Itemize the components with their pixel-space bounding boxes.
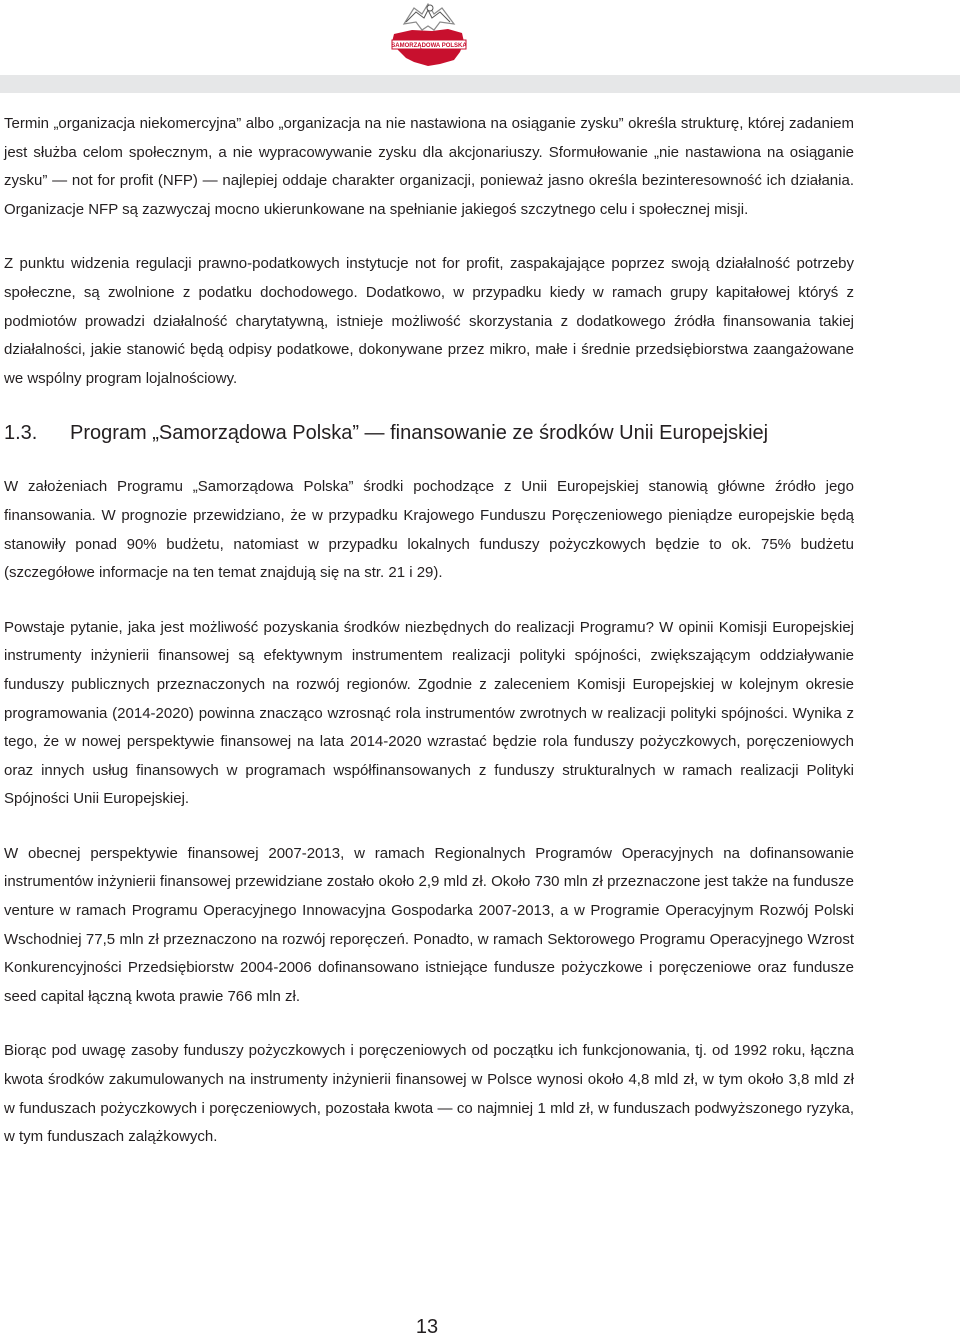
paragraph-financial-instruments: Powstaje pytanie, jaka jest możliwość pozyskania środków niezbędnych do realizacji Programu? W opinii Komisji Europejskiej instrumenty inżynierii finansowej są efektywnym instrumentem realizacji polityki spójności, zwiększającym oddziaływanie funduszy publicznych przeznaczonych na rozwój regionów. Zgodnie z zaleceniem Komisji Europejskiej w kolejnym okresie programowania (2014-2020) powinna znacząco wzrosnąć rola instrumentów zwrotnych w realizacji polityki spójności. Wynika z tego, że w nowej perspektywie finansowej na lata 2014-2020 wzrastać będzie rola funduszy pożyczkowych, poręczeniowych oraz innych usług finansowych w programach współfinansowanych z funduszy strukturalnych w ramach realizacji Polityki Spójności Unii Europejskiej. <box>4 618 854 808</box>
header-divider <box>0 75 960 93</box>
paragraph-fund-resources: Biorąc pod uwagę zasoby funduszy pożyczkowych i poręczeniowych od początku ich funkcjonowania, tj. od 1992 roku, łączna kwota środków zakumulowanych na instrumenty inżynierii finansowej w Polsce wynosi około 4,8 mld zł, w tym około 3,8 mld zł w funduszach pożyczkowych i poręczeniowych, pozostała kwota — co najmniej 1 mld zł, w funduszach podwyższonego ryzyka, w tym funduszach zalążkowych. <box>4 1042 854 1146</box>
section-heading <box>4 419 854 447</box>
section-number: 1.3. <box>4 422 38 445</box>
paragraph-tax-regulation: Z punktu widzenia regulacji prawno-podatkowych instytucje not for profit, zaspakajające poprzez swoją działalność potrzeby społeczne, są zwolnione z podatku dochodowego. Dodatkowo, w przypadku kiedy w ramach grupy kapitałowej któryś z podmiotów prowadzi działalność charytatywną, istnieje możliwość skorzystania z dodatkowego źródła finansowania takiej działalności, jakie stanowić będą odpisy podatkowe, dokonywane przez mikro, małe i średnie przedsiębiorstwa zaangażowane we wspólny program lojalnościowy. <box>4 255 854 387</box>
logo-text: SAMORZĄDOWA POLSKA <box>391 43 467 49</box>
paragraph-nfp-definition: Termin „organizacja niekomercyjna” albo „organizacja na nie nastawiona na osiąganie zysku” określa strukturę, której zadaniem jest służba celom społecznym, a nie wypracowywanie zysku dla akcjonariuszy. Sformułowanie „nie nastawiona na osiąganie zysku” — not for profit (NFP) — najlepiej oddaje charakter organizacji, ponieważ jasno określa bezinteresowność ich działania. Organizacje NFP są zazwyczaj mocno ukierunkowane na spełnianie jakiegoś szczytnego celu i społecznej misji. <box>4 115 854 218</box>
paragraph-program-funding: W założeniach Programu „Samorządowa Polska” środki pochodzące z Unii Europejskiej stanowią główne źródło jego finansowania. W prognozie przewidziano, że w przypadku Krajowego Funduszu Poręczeniowego pieniądze europejskie będą stanowiły ponad 90% budżetu, natomiast w przypadku lokalnych funduszy pożyczkowych będzie to ok. 75% budżetu (szczegółowe informacje na ten temat znajdują się na str. 21 i 29). <box>4 478 854 582</box>
paragraph-current-perspective: W obecnej perspektywie finansowej 2007-2013, w ramach Regionalnych Programów Operacyjnych na dofinansowanie instrumentów inżynierii finansowej przewidziane zostało około 2,9 mld zł. Około 730 mln zł przeznaczone jest także na fundusze venture w ramach Programu Operacyjnego Innowacyjna Gospodarka 2007-2013, a w Programie Operacyjnym Rozwój Polski Wschodniej 77,5 mln zł przeznaczono na rozwój reporęczeń. Ponadto, w ramach Sektorowego Programu Operacyjnego Wzrost Konkurencyjności Przedsiębiorstw 2004-2006 dofinansowano istniejące fundusze pożyczkowe i poręczeniowe oraz fundusze seed capital łączną kwota prawie 766 mln zł. <box>4 844 854 1005</box>
eagle-map-logo-icon <box>384 0 474 68</box>
section-title: Program „Samorządowa Polska” — finansowanie ze środków Unii Europejskiej <box>70 422 769 445</box>
page-number: 13 <box>415 1316 439 1338</box>
samorzadowa-polska-logo <box>384 0 474 68</box>
document-body <box>4 110 854 1152</box>
